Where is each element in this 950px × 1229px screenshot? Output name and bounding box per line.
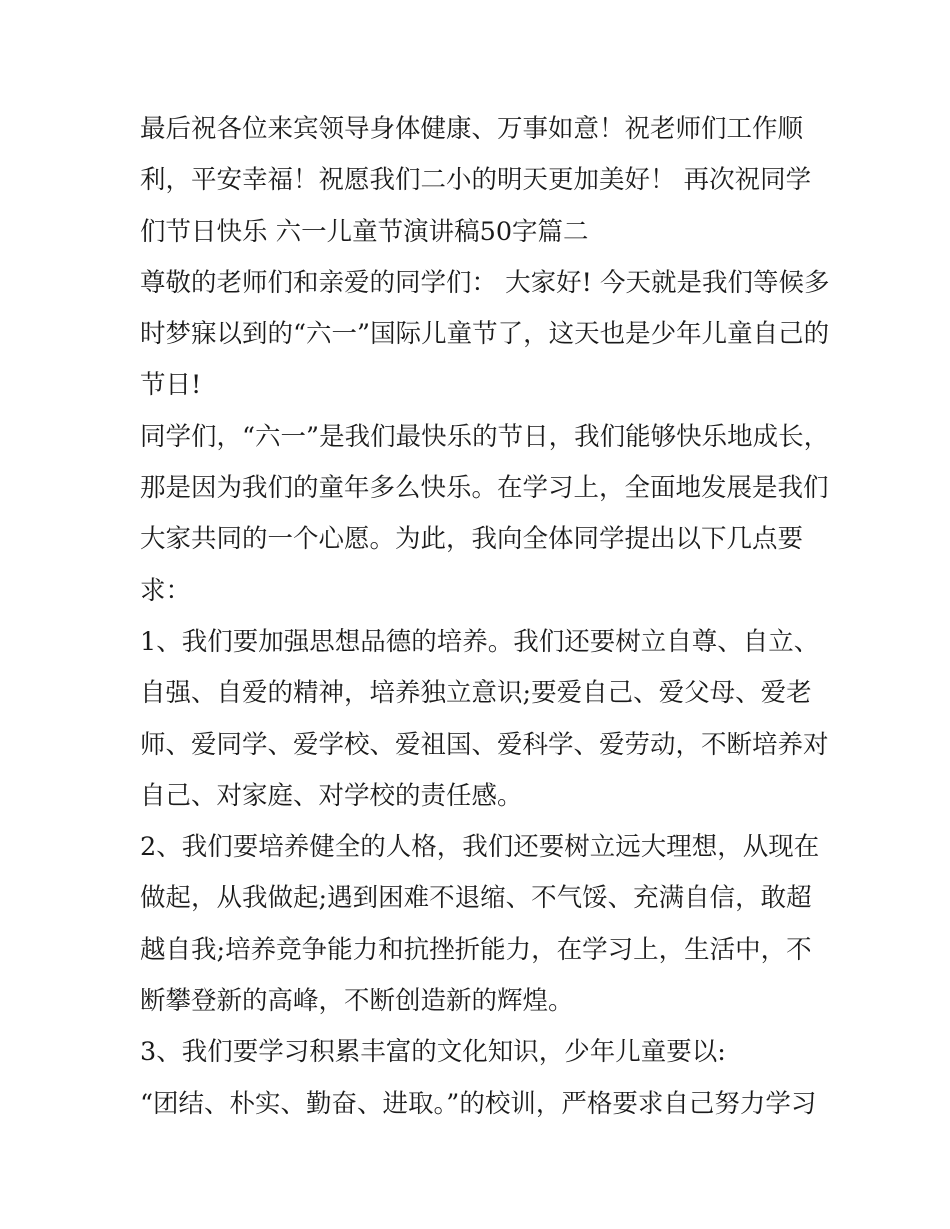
paragraph-school-motto — [140, 1079, 820, 1130]
text-line: 师、爱同学、爱学校、爱祖国、爱科学、爱劳动，不断培养对 — [140, 729, 829, 760]
text-line: 利，平安幸福！祝愿我们二小的明天更加美好！ 再次祝同学 — [140, 165, 812, 196]
text-line: 2、我们要培养健全的人格，我们还要树立远大理想，从现在 — [140, 832, 820, 863]
text-line: 节日! — [140, 370, 202, 401]
paragraph-point-2 — [140, 822, 820, 1027]
text-line: “团结、朴实、勤奋、进取。”的校训，严格要求自己努力学习 — [140, 1088, 817, 1119]
text-line: 时梦寐以到的“六一”国际儿童节了，这天也是少年儿童自己的 — [140, 319, 830, 350]
paragraph-point-1 — [140, 617, 829, 822]
text-line: 最后祝各位来宾领导身体健康、万事如意！祝老师们工作顺 — [140, 114, 804, 144]
document-body — [140, 104, 830, 1130]
paragraph-greeting — [140, 258, 830, 412]
text-line: 同学们，“六一”是我们最快乐的节日，我们能够快乐地成长， — [140, 421, 830, 452]
paragraph-intro — [140, 412, 830, 617]
text-line: 3、我们要学习积累丰富的文化知识，少年儿童要以: — [140, 1037, 726, 1068]
text-line: 做起，从我做起;遇到困难不退缩、不气馁、充满自信，敢超 — [140, 883, 812, 914]
text-line: 尊敬的老师们和亲爱的同学们： 大家好! 今天就是我们等候多 — [140, 267, 830, 298]
text-line: 1、我们要加强思想品德的培养。我们还要树立自尊、自立、 — [140, 626, 820, 657]
text-line: 自强、自爱的精神，培养独立意识;要爱自己、爱父母、爱老 — [140, 678, 812, 709]
paragraph-point-3 — [140, 1027, 820, 1078]
text-line: 断攀登新的高峰，不断创造新的辉煌。 — [140, 986, 574, 1017]
text-line: 大家共同的一个心愿。为此，我向全体同学提出以下几点要 — [140, 524, 804, 555]
paragraph-closing-wishes — [140, 104, 820, 258]
text-line: 求： — [140, 575, 192, 606]
text-line: 们节日快乐 六一儿童节演讲稿50字篇二 — [140, 216, 589, 247]
text-line: 自己、对家庭、对学校的责任感。 — [140, 780, 523, 811]
text-line: 那是因为我们的童年多么快乐。在学习上，全面地发展是我们 — [140, 473, 829, 504]
text-line: 越自我;培养竞争能力和抗挫折能力，在学习上，生活中，不 — [140, 934, 812, 965]
